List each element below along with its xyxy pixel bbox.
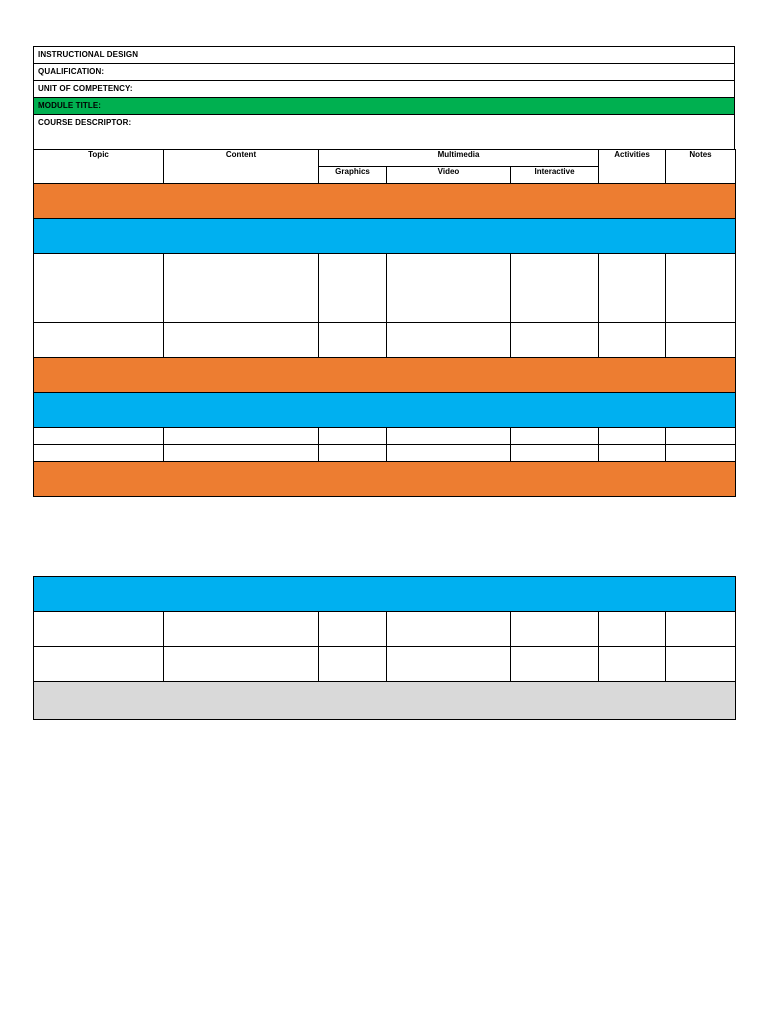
table-cell[interactable] (387, 428, 511, 445)
table-cell[interactable] (511, 445, 599, 462)
table-cell[interactable] (666, 612, 736, 647)
instructional-design-label: INSTRUCTIONAL DESIGN (33, 46, 735, 63)
column-header-video: Video (387, 167, 511, 184)
column-header-activities: Activities (599, 150, 666, 184)
table-cell[interactable] (164, 445, 319, 462)
table-cell[interactable] (599, 647, 666, 682)
course-descriptor-field[interactable]: COURSE DESCRIPTOR: (33, 114, 735, 149)
column-header-interactive: Interactive (511, 167, 599, 184)
table-row (34, 612, 736, 647)
section-band-blue[interactable] (34, 393, 736, 428)
table-cell[interactable] (599, 612, 666, 647)
table-cell[interactable] (34, 445, 164, 462)
table-cell[interactable] (34, 612, 164, 647)
column-header-multimedia: Multimedia (319, 150, 599, 167)
table-row (34, 254, 736, 323)
table-cell[interactable] (319, 254, 387, 323)
table-cell[interactable] (666, 323, 736, 358)
column-header-content: Content (164, 150, 319, 184)
table-row (34, 323, 736, 358)
section-band-blue[interactable] (34, 219, 736, 254)
table-cell[interactable] (511, 612, 599, 647)
table-cell[interactable] (666, 254, 736, 323)
table-cell[interactable] (319, 445, 387, 462)
column-header-topic: Topic (34, 150, 164, 184)
table-cell[interactable] (319, 428, 387, 445)
qualification-field[interactable]: QUALIFICATION: (33, 63, 735, 80)
table-cell[interactable] (666, 445, 736, 462)
table-cell[interactable] (387, 445, 511, 462)
section-band-blue[interactable] (34, 577, 736, 612)
table-cell[interactable] (164, 612, 319, 647)
module-title-field[interactable]: MODULE TITLE: (33, 97, 735, 114)
table-cell[interactable] (34, 647, 164, 682)
table-cell[interactable] (34, 428, 164, 445)
table-cell[interactable] (599, 445, 666, 462)
table-cell[interactable] (34, 323, 164, 358)
table-cell[interactable] (319, 323, 387, 358)
design-table-continued (33, 576, 736, 720)
table-cell[interactable] (666, 428, 736, 445)
table-row (34, 428, 736, 445)
table-cell[interactable] (599, 254, 666, 323)
table-cell[interactable] (34, 254, 164, 323)
table-cell[interactable] (164, 254, 319, 323)
table-cell[interactable] (387, 254, 511, 323)
section-band-orange[interactable] (34, 358, 736, 393)
table-cell[interactable] (511, 428, 599, 445)
footer-band-grey[interactable] (34, 682, 736, 720)
table-cell[interactable] (387, 323, 511, 358)
table-cell[interactable] (164, 647, 319, 682)
unit-of-competency-field[interactable]: UNIT OF COMPETENCY: (33, 80, 735, 97)
table-cell[interactable] (387, 647, 511, 682)
table-cell[interactable] (511, 254, 599, 323)
table-cell[interactable] (599, 323, 666, 358)
table-cell[interactable] (164, 428, 319, 445)
table-cell[interactable] (511, 647, 599, 682)
table-row (34, 445, 736, 462)
table-cell[interactable] (319, 612, 387, 647)
table-cell[interactable] (164, 323, 319, 358)
section-band-orange[interactable] (34, 184, 736, 219)
table-cell[interactable] (387, 612, 511, 647)
table-row (34, 647, 736, 682)
table-cell[interactable] (511, 323, 599, 358)
section-band-orange[interactable] (34, 462, 736, 497)
instructional-design-sheet (33, 46, 735, 497)
table-cell[interactable] (319, 647, 387, 682)
table-cell[interactable] (599, 428, 666, 445)
table-cell[interactable] (666, 647, 736, 682)
column-header-notes: Notes (666, 150, 736, 184)
design-table (33, 149, 736, 497)
column-header-graphics: Graphics (319, 167, 387, 184)
